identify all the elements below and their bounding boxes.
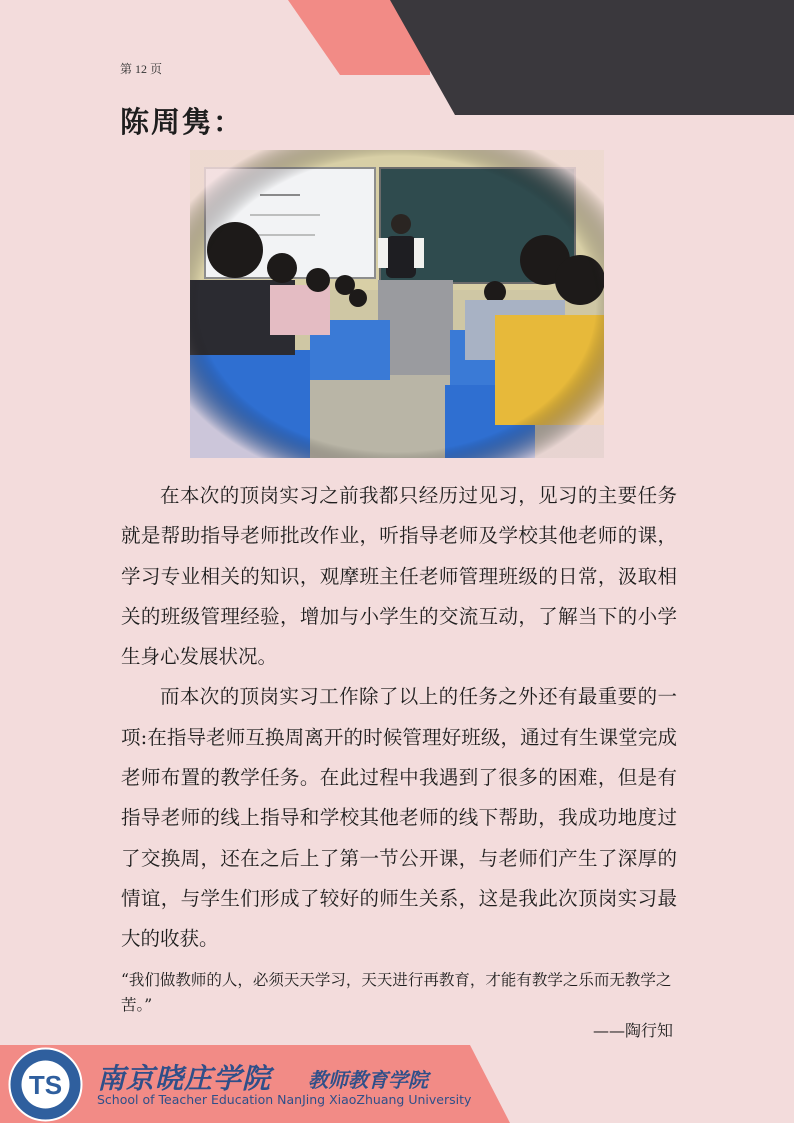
page-title: 陈周隽： bbox=[120, 105, 245, 139]
logo-text: TS bbox=[28, 1070, 63, 1100]
classroom-photo bbox=[190, 150, 604, 458]
school-english-name: School of Teacher Education NanJing XiaoZhuang University bbox=[97, 1092, 472, 1107]
quote-text: “我们做教师的人，必须天天学习，天天进行再教育，才能有教学之乐而无教学之苦。” bbox=[121, 971, 672, 1014]
quote-author: ——陶行知 bbox=[592, 1021, 673, 1040]
school-name: 南京晓庄学院 bbox=[97, 1062, 272, 1095]
body-text bbox=[121, 476, 677, 960]
school-logo-icon bbox=[8, 1047, 83, 1122]
paragraph: 在本次的顶岗实习之前我都只经历过见习，见习的主要任务就是帮助指导老师批改作业，听指导老师及学校其他老师的课，学习专业相关的知识，观摩班主任老师管理班级的日常，汲取相关的班级管理经验，增加与小学生的交流互动，了解当下的小学生身心发展状况。 bbox=[121, 484, 677, 669]
college-name: 教师教育学院 bbox=[308, 1068, 428, 1092]
page-number: 第 12 页 bbox=[120, 62, 163, 76]
paragraph: 而本次的顶岗实习工作除了以上的任务之外还有最重要的一项:在指导老师互换周离开的时候管理好班级，通过有生课堂完成老师布置的教学任务。在此过程中我遇到了很多的困难，但是有指导老师的线上指导和学校其他老师的线下帮助，我成功地度过了交换周，还在之后上了第一节公开课，与老师们产生了深厚的情谊，与学生们形成了较好的师生关系，这是我此次顶岗实习最大的收获。 bbox=[121, 685, 677, 951]
